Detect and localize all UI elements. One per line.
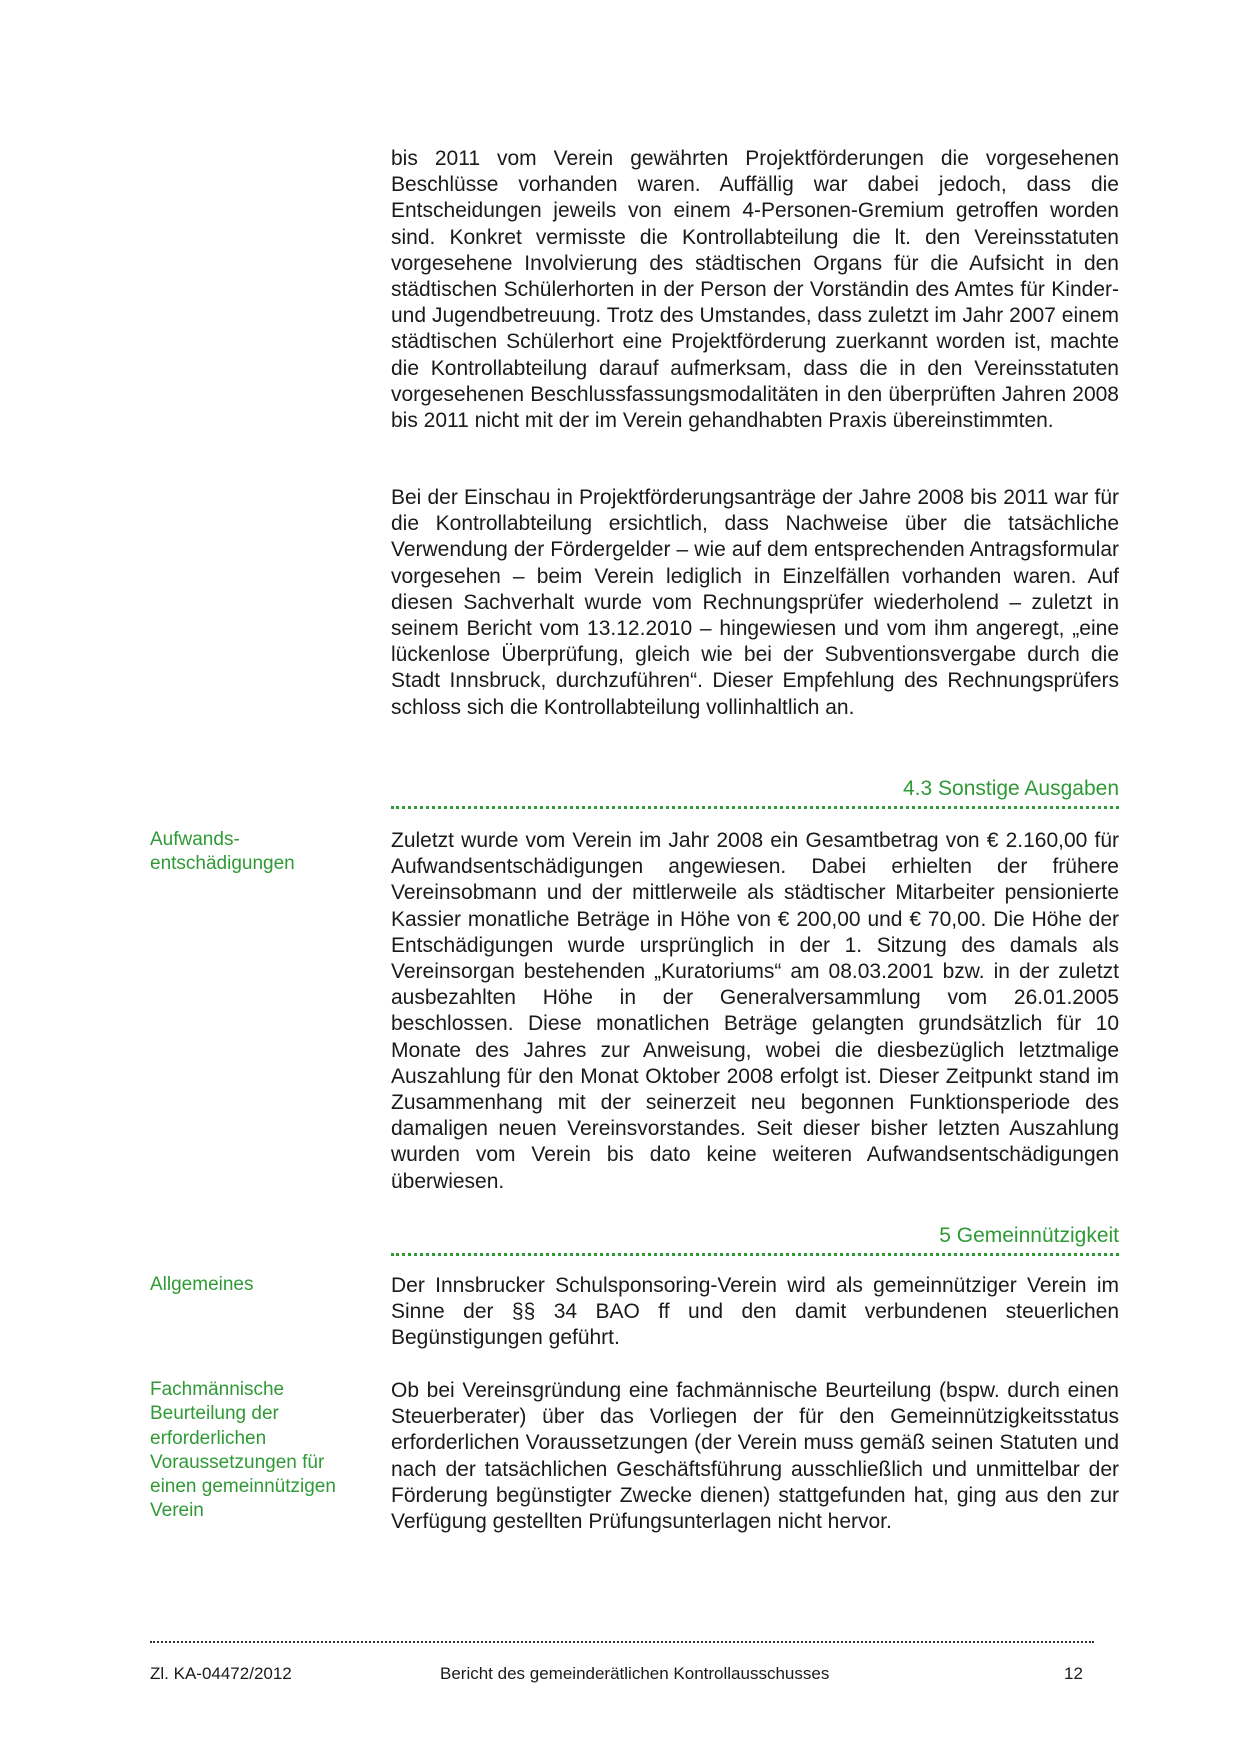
footer-page-number: 12 (1064, 1664, 1083, 1683)
margin-note-expert-assessment: Fachmännische Beurteilung der erforderlichen Voraussetzungen für einen gemeinnützigen Verein (150, 1379, 336, 1522)
footer-divider (150, 1641, 1094, 1643)
footer-reference-number: Zl. KA-04472/2012 (150, 1664, 292, 1683)
section-heading-non-profit-status: 5 Gemeinnützigkeit (939, 1224, 1119, 1247)
paragraph-funding-evidence: Bei der Einschau in Projektförderungsanträge der Jahre 2008 bis 2011 war für die Kontrollabteilung ersichtlich, dass Nachweise über die tatsächliche Verwendung der Fördergelder – wie auf dem entsprechenden Antragsformular vorgesehen – beim Verein lediglich in Einzelfällen vorhanden waren. Auf diesen Sachverhalt wurde vom Rechnungsprüfer wiederholend – zuletzt in seinem Bericht vom 13.12.2010 – hingewiesen und vom ihm angeregt, „eine lückenlose Überprüfung, gleich wie bei der Subventionsvergabe durch die Stadt Innsbruck, durchzuführen“. Dieser Empfehlung des Rechnungsprüfers schloss sich die Kontrollabteilung vollinhaltlich an. (391, 486, 1119, 719)
paragraph-non-profit-general: Der Innsbrucker Schulsponsoring-Verein wird als gemeinnütziger Verein im Sinne der §§ 34 BAO ff und den damit verbundenen steuerlichen Begünstigungen geführt. (391, 1274, 1119, 1350)
margin-note-general: Allgemeines (150, 1274, 254, 1295)
paragraph-expert-assessment: Ob bei Vereinsgründung eine fachmännische Beurteilung (bspw. durch einen Steuerberater) über das Vorliegen der für den Gemeinnützigkeitsstatus erforderlichen Voraussetzungen (der Verein muss gemäß seinen Statuten und nach der tatsächlichen Geschäftsführung ausschließlich und unmittelbar der Förderung begünstigter Zwecke dienen) stattgefunden hat, ging aus den zur Verfügung gestellten Prüfungsunterlagen nicht hervor. (391, 1379, 1119, 1534)
margin-note-expense-allowances: Aufwands- entschädigungen (150, 829, 295, 875)
paragraph-project-funding-decisions: bis 2011 vom Verein gewährten Projektförderungen die vorgesehenen Beschlüsse vorhanden waren. Auffällig war dabei jedoch, dass die Entscheidungen jeweils von einem 4-Personen-Gremium getroffen worden sind. Konkret vermisste die Kontrollabteilung die lt. den Vereinsstatuten vorgesehene Involvierung des städtischen Organs für die Aufsicht in den städtischen Schülerhorten in der Person der Vorständin des Amtes für Kinder- und Jugendbetreuung. Trotz des Umstandes, dass zuletzt im Jahr 2007 einem städtischen Schülerhort eine Projektförderung zuerkannt worden ist, machte die Kontrollabteilung darauf aufmerksam, dass die in den Vereinsstatuten vorgesehenen Beschlussfassungsmodalitäten in den überprüften Jahren 2008 bis 2011 nicht mit der im Verein gehandhabten Praxis übereinstimmten. (391, 147, 1119, 433)
section-heading-other-expenses: 4.3 Sonstige Ausgaben (902, 777, 1119, 800)
footer-report-title: Bericht des gemeinderätlichen Kontrollausschusses (440, 1664, 830, 1683)
paragraph-expense-allowances: Zuletzt wurde vom Verein im Jahr 2008 ein Gesamtbetrag von € 2.160,00 für Aufwandsentschädigungen angewiesen. Dabei erhielten der frühere Vereinsobmann und der mittlerweile als städtischer Mitarbeiter pensionierte Kassier monatliche Beträge in Höhe von € 200,00 und € 70,00. Die Höhe der Entschädigungen wurde ursprünglich in der 1. Sitzung des damals als Vereinsorgan bestehenden „Kuratoriums“ am 08.03.2001 bzw. in der zuletzt ausbezahlten Höhe in der Generalversammlung vom 26.01.2005 beschlossen. Diese monatlichen Beträge gelangten grundsätzlich für 10 Monate des Jahres zur Anweisung, wobei die diesbezüglich letztmalige Auszahlung für den Monat Oktober 2008 erfolgt ist. Dieser Zeitpunkt stand im Zusammenhang mit der seinerzeit neu begonnen Funktionsperiode des damaligen neuen Vereinsvorstandes. Seit dieser bisher letzten Auszahlung wurden vom Verein bis dato keine weiteren Aufwandsentschädigungen überwiesen. (391, 829, 1119, 1193)
section-divider (391, 1253, 1119, 1256)
section-divider (391, 806, 1119, 809)
